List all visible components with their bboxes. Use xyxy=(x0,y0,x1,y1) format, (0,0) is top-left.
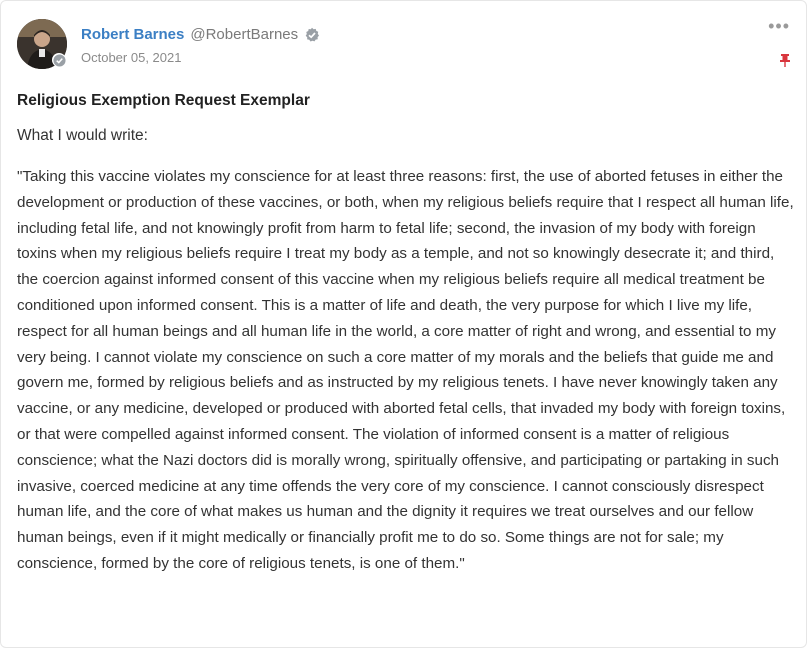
post-intro: What I would write: xyxy=(17,127,148,144)
author-username[interactable]: @RobertBarnes xyxy=(190,26,299,43)
post-body: "Taking this vaccine violates my conscience for at least three reasons: first, the use of aborted fetuses in either the development or production of these vaccines, or both, when my religious beliefs require that I respect all human life, including fetal life, and not knowingly profit from harm to fetal life; second, the invasion of my body with foreign toxins when my religious beliefs require I treat my body as a temple, and not so knowingly desecrate it; and third, the coercion against informed consent of this vaccine when my religious beliefs require all medical treatment be conditioned upon informed consent. This is a matter of life and death, the very purpose for which I live my life, respect for all human beings and all human life in the world, a core matter of right and wrong, and essential to my very being. I cannot violate my conscience on such a core matter of my morals and the beliefs that guide me and govern me, formed by religious beliefs and as instructed by my religious tenets. I have never knowingly taken any vaccine, or any medicine, developed or produced with aborted fetal cells, that invaded my body with foreign toxins, or that were compelled against informed consent. The violation of informed consent is a matter of religious conscience; what the Nazi doctors did is morally wrong, spiritually offensive, and participating or partaking in such invasive, coerced medicine at any time offends the very core of my conscience. I cannot consciously disrespect human life, and the core of what makes us human and the dignity it requires we treat ourselves and our fellow human beings, even if it might medically or financially profit me to do so. Some things are not for sale; my conscience, formed by the core of religious tenets, is one of them." xyxy=(17,168,794,572)
verified-icon xyxy=(304,27,320,43)
more-options-icon[interactable]: ••• xyxy=(768,16,790,36)
author-header xyxy=(81,26,320,43)
post-date[interactable]: October 05, 2021 xyxy=(81,50,182,65)
avatar-verified-badge xyxy=(52,53,66,67)
post-title: Religious Exemption Request Exemplar xyxy=(17,92,310,109)
verified-badge-icon xyxy=(53,54,66,67)
author-display-name[interactable]: Robert Barnes xyxy=(81,26,185,43)
pin-icon xyxy=(778,53,792,67)
